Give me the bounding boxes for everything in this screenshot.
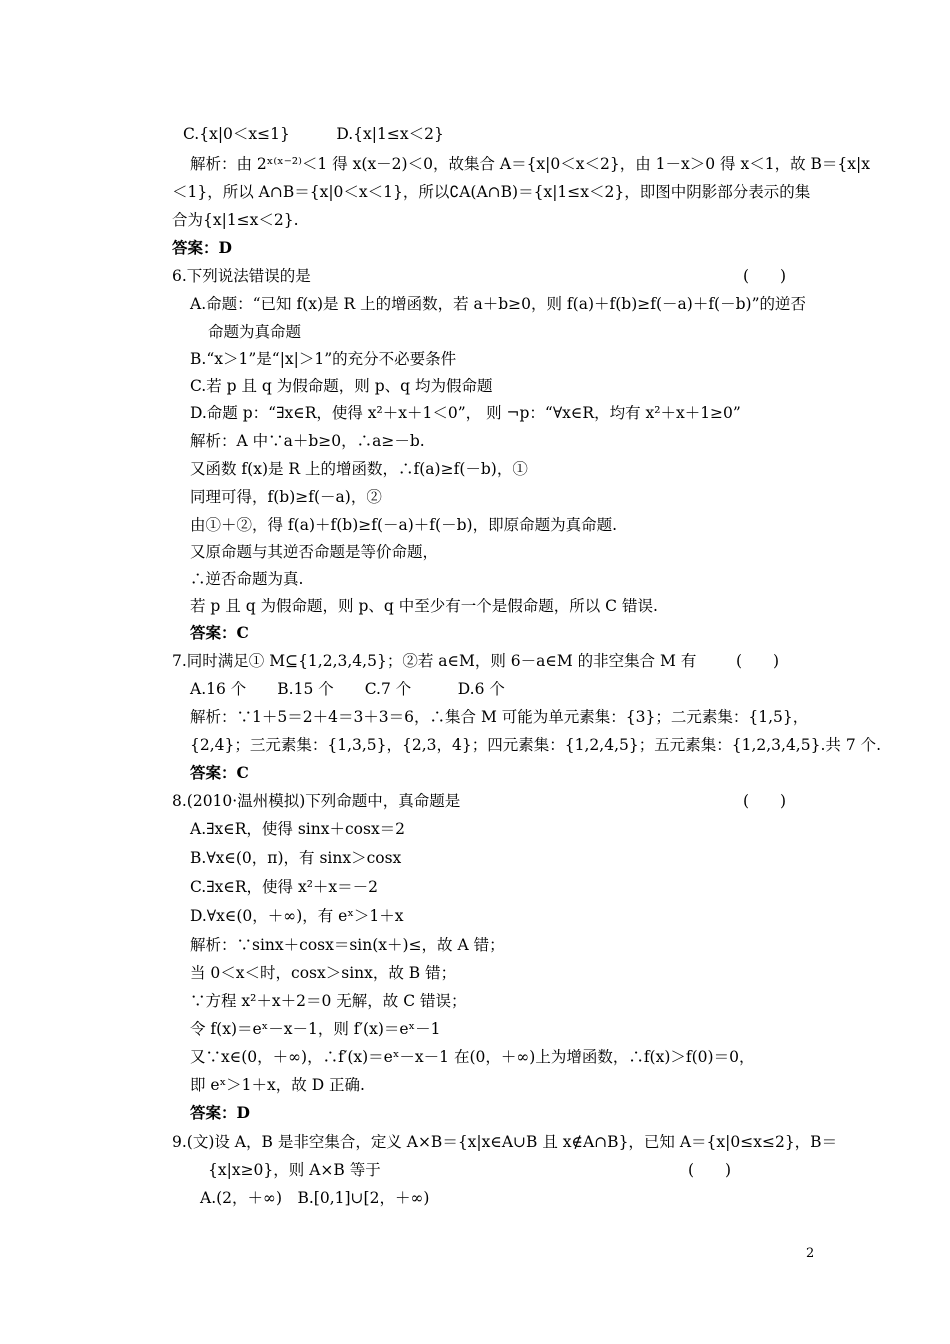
- answer-bracket-7: ( ): [736, 652, 780, 670]
- solution-6-line-3: 同理可得，f(b)≥f(－a)，②: [190, 488, 382, 506]
- question-7-stem: 7.同时满足① M⊆{1,2,3,4,5}；②若 a∈M，则 6－a∈M 的非空集合 M 有: [172, 652, 697, 670]
- solution-5-line-3: 合为{x|1≤x＜2}.: [172, 211, 299, 229]
- options-9: A.(2，＋∞) B.[0,1]∪[2，＋∞): [200, 1189, 430, 1207]
- solution-7-line-1: 解析：∵1＋5＝2＋4＝3＋3＝6，∴集合 M 可能为单元素集：{3}；二元素集：{1,5}，: [190, 708, 809, 726]
- answer-8: 答案：D: [190, 1103, 250, 1122]
- solution-7-line-2: {2,4}；三元素集：{1,3,5}，{2,3，4}；四元素集：{1,2,4,5}；五元素集：{1,2,3,4,5}.共 7 个.: [190, 736, 882, 754]
- solution-6-line-5: 又原命题与其逆否命题是等价命题，: [190, 543, 439, 561]
- solution-5-line-2: ＜1}，所以 A∩B＝{x|0＜x＜1}，所以∁A(A∩B)＝{x|1≤x＜2}，即图中阴影部分表示的集: [172, 183, 811, 201]
- answer-6: 答案：C: [190, 623, 249, 642]
- answer-7: 答案：C: [190, 763, 249, 782]
- option-6b: B.“x＞1”是“|x|＞1”的充分不必要条件: [190, 350, 457, 368]
- option-8c: C.∃x∈R，使得 x²＋x＝－2: [190, 878, 379, 896]
- option-8a: A.∃x∈R，使得 sinx＋cosx＝2: [190, 820, 406, 838]
- solution-6-line-1: 解析：A 中∵a＋b≥0，∴a≥－b.: [190, 432, 425, 450]
- option-5c-5d: C.{x|0＜x≤1} D.{x|1≤x＜2}: [183, 125, 444, 143]
- solution-6-line-6: ∴逆否命题为真.: [190, 570, 304, 588]
- option-6c: C.若 p 且 q 为假命题，则 p、q 均为假命题: [190, 377, 493, 395]
- solution-5-line-1: 解析：由 2ˣ⁽ˣ⁻²⁾＜1 得 x(x－2)＜0，故集合 A＝{x|0＜x＜2}，由 1－x＞0 得 x＜1，故 B＝{x|x: [190, 155, 870, 173]
- option-6a-line-1: A.命题：“已知 f(x)是 R 上的增函数，若 a＋b≥0，则 f(a)＋f(b)≥f(－a)＋f(－b)”的逆否: [190, 295, 806, 313]
- solution-6-line-4: 由①＋②，得 f(a)＋f(b)≥f(－a)＋f(－b)，即原命题为真命题.: [190, 516, 617, 534]
- question-8-stem: 8.(2010·温州模拟)下列命题中，真命题是: [172, 792, 461, 810]
- answer-bracket-8: ( ): [743, 792, 787, 810]
- question-9-line-2: {x|x≥0}，则 A×B 等于: [208, 1161, 381, 1179]
- answer-5: 答案：D: [172, 238, 232, 257]
- solution-6-line-2: 又函数 f(x)是 R 上的增函数，∴f(a)≥f(－b)，①: [190, 460, 528, 478]
- solution-8-line-6: 即 eˣ＞1＋x，故 D 正确.: [190, 1076, 365, 1094]
- solution-8-line-4: 令 f(x)＝eˣ－x－1，则 f′(x)＝eˣ－1: [190, 1020, 441, 1038]
- option-8b: B.∀x∈(0，π)，有 sinx＞cosx: [190, 849, 402, 867]
- question-6-stem: 6.下列说法错误的是: [172, 267, 311, 285]
- solution-8-line-2: 当 0＜x＜时，cosx＞sinx，故 B 错；: [190, 964, 457, 982]
- solution-6-line-7: 若 p 且 q 为假命题，则 p、q 中至少有一个是假命题，所以 C 错误.: [190, 597, 658, 615]
- option-8d: D.∀x∈(0，＋∞)，有 eˣ＞1＋x: [190, 907, 404, 925]
- page-number: 2: [806, 1246, 815, 1261]
- solution-8-line-5: 又∵x∈(0，＋∞)，∴f′(x)＝eˣ－x－1 在(0，＋∞)上为增函数，∴f(x)＞f(0)＝0，: [190, 1048, 755, 1066]
- answer-bracket-6: ( ): [743, 267, 787, 285]
- solution-8-line-1: 解析：∵sinx＋cosx＝sin(x＋)≤，故 A 错；: [190, 936, 505, 954]
- answer-bracket-9: ( ): [688, 1161, 732, 1179]
- question-9-line-1: 9.(文)设 A，B 是非空集合，定义 A×B＝{x|x∈A∪B 且 x∉A∩B}，已知 A＝{x|0≤x≤2}，B＝: [172, 1133, 838, 1151]
- option-6d: D.命题 p：“∃x∈R，使得 x²＋x＋1＜0”， 则 ¬p：“∀x∈R，均有 x²＋x＋1≥0”: [190, 404, 741, 422]
- options-7: A.16 个 B.15 个 C.7 个 D.6 个: [190, 680, 505, 698]
- solution-8-line-3: ∵方程 x²＋x＋2＝0 无解，故 C 错误；: [190, 992, 467, 1010]
- option-6a-line-2: 命题为真命题: [208, 323, 302, 341]
